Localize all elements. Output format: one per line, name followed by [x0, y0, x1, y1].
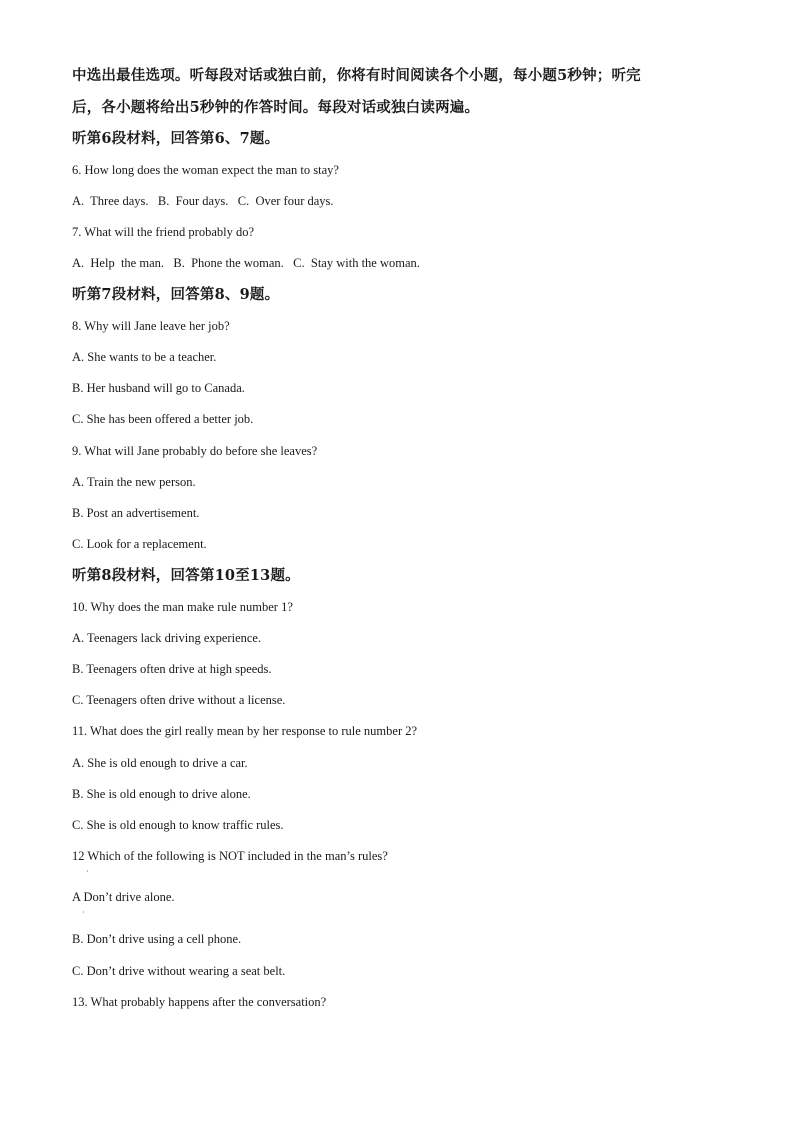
instructions-line-2: 后，各小题将给出5秒钟的作答时间。每段对话或独白读两遍。 — [72, 99, 480, 116]
question-11-stem: 11. What does the girl really mean by her response to rule number 2? — [72, 724, 418, 738]
question-7-option-a: A. Help the man. — [72, 256, 164, 270]
stray-dot-mark: · — [86, 867, 89, 876]
question-11-option-c: C. She is old enough to know traffic rules. — [72, 818, 284, 832]
question-8-option-a: A. She wants to be a teacher. — [72, 350, 217, 364]
question-7-stem: 7. What will the friend probably do? — [72, 225, 255, 239]
question-7-option-b: B. Phone the woman. — [173, 256, 284, 270]
instructions-line-1: 中选出最佳选项。听每段对话或独白前，你将有时间阅读各个小题，每小题5秒钟；听完 — [72, 67, 641, 84]
question-9-stem: 9. What will Jane probably do before she leaves? — [72, 444, 318, 458]
question-8-stem: 8. Why will Jane leave her job? — [72, 319, 230, 333]
question-12-option-c: C. Don’t drive without wearing a seat belt. — [72, 964, 286, 978]
question-10-option-a: A. Teenagers lack driving experience. — [72, 631, 262, 645]
stray-dot-mark: · — [82, 908, 85, 917]
section-heading-6: 听第6段材料，回答第6、7题。 — [72, 130, 280, 147]
question-10-option-b: B. Teenagers often drive at high speeds. — [72, 662, 272, 676]
question-12-option-b: B. Don’t drive using a cell phone. — [72, 932, 242, 946]
question-9-option-a: A. Train the new person. — [72, 475, 196, 489]
question-6-stem: 6. How long does the woman expect the man to stay? — [72, 163, 339, 177]
question-10-option-c: C. Teenagers often drive without a license. — [72, 693, 286, 707]
question-8-option-b: B. Her husband will go to Canada. — [72, 381, 245, 395]
question-12-option-a: A Don’t drive alone. — [72, 890, 175, 904]
question-6-option-b: B. Four days. — [157, 194, 229, 208]
question-6-option-a: A. Three days. — [72, 194, 149, 208]
section-heading-8: 听第8段材料，回答第10至13题。 — [72, 567, 300, 584]
section-heading-7: 听第7段材料，回答第8、9题。 — [72, 286, 280, 303]
question-8-option-c: C. She has been offered a better job. — [72, 412, 254, 426]
question-7-option-c: C. Stay with the woman. — [293, 256, 420, 270]
question-9-option-c: C. Look for a replacement. — [72, 537, 207, 551]
question-6-option-c: C. Over four days. — [237, 194, 334, 208]
question-7-options — [72, 255, 420, 271]
question-13-stem: 13. What probably happens after the conversation? — [72, 995, 327, 1009]
question-9-option-b: B. Post an advertisement. — [72, 506, 200, 520]
question-10-stem: 10. Why does the man make rule number 1? — [72, 600, 293, 614]
question-6-options — [72, 193, 334, 209]
question-12-stem: 12 Which of the following is NOT included in the man’s rules? — [72, 849, 388, 863]
question-11-option-b: B. She is old enough to drive alone. — [72, 787, 251, 801]
question-11-option-a: A. She is old enough to drive a car. — [72, 756, 248, 770]
